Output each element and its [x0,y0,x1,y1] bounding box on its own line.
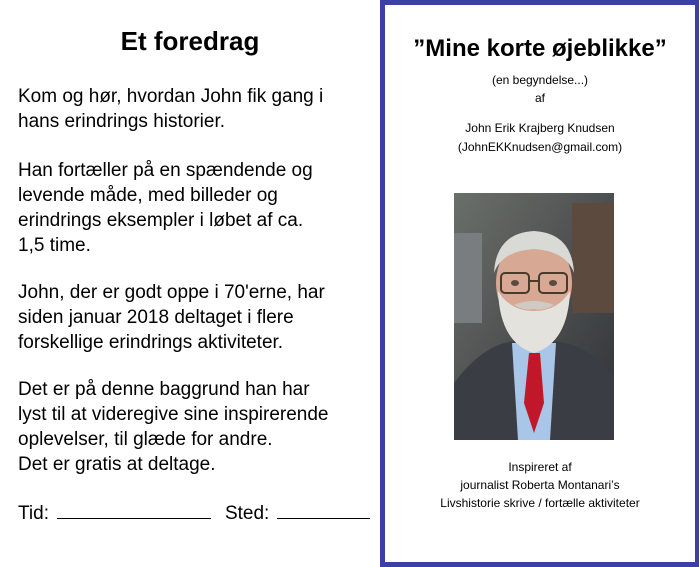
time-blank-line [57,500,211,519]
time-place-row [18,500,370,526]
place-label: Sted: [224,503,270,524]
cover-panel [380,0,699,567]
inspired-by-line2: journalist Roberta Montanari’s [460,478,620,492]
place-blank-line [277,500,370,519]
book-title: ”Mine korte øjeblikke” [413,35,667,62]
author-name: John Erik Krajberg Knudsen [465,121,615,135]
paragraph-background: John, der er godt oppe i 70'erne, har siden januar 2018 deltaget i flere forskellige erindrings aktiviteter. [18,282,325,353]
book-subtitle: (en begyndelse...) [491,73,589,87]
author-email: (JohnEKKnudsen@gmail.com) [457,140,623,154]
author-portrait [454,193,614,440]
page-title: Et foredrag [120,26,260,56]
by-label: af [534,91,545,105]
time-label: Tid: [18,503,49,524]
paragraph-description: Han fortæller på en spændende og levende måde, med billeder og erindrings eksempler i løbet af ca. 1,5 time. [18,160,313,256]
inspired-by-line3: Livshistorie skrive / fortælle aktiviteter [440,496,640,510]
inspired-by-line1: Inspireret af [508,460,572,474]
paragraph-intro: Kom og hør, hvordan John fik gang i hans erindrings historier. [18,86,324,132]
paragraph-invitation: Det er på denne baggrund han har lyst til at videregive sine inspirerende oplevelser, til glæde for andre. Det er gratis at deltage. [18,379,329,475]
author-photo [454,193,614,440]
